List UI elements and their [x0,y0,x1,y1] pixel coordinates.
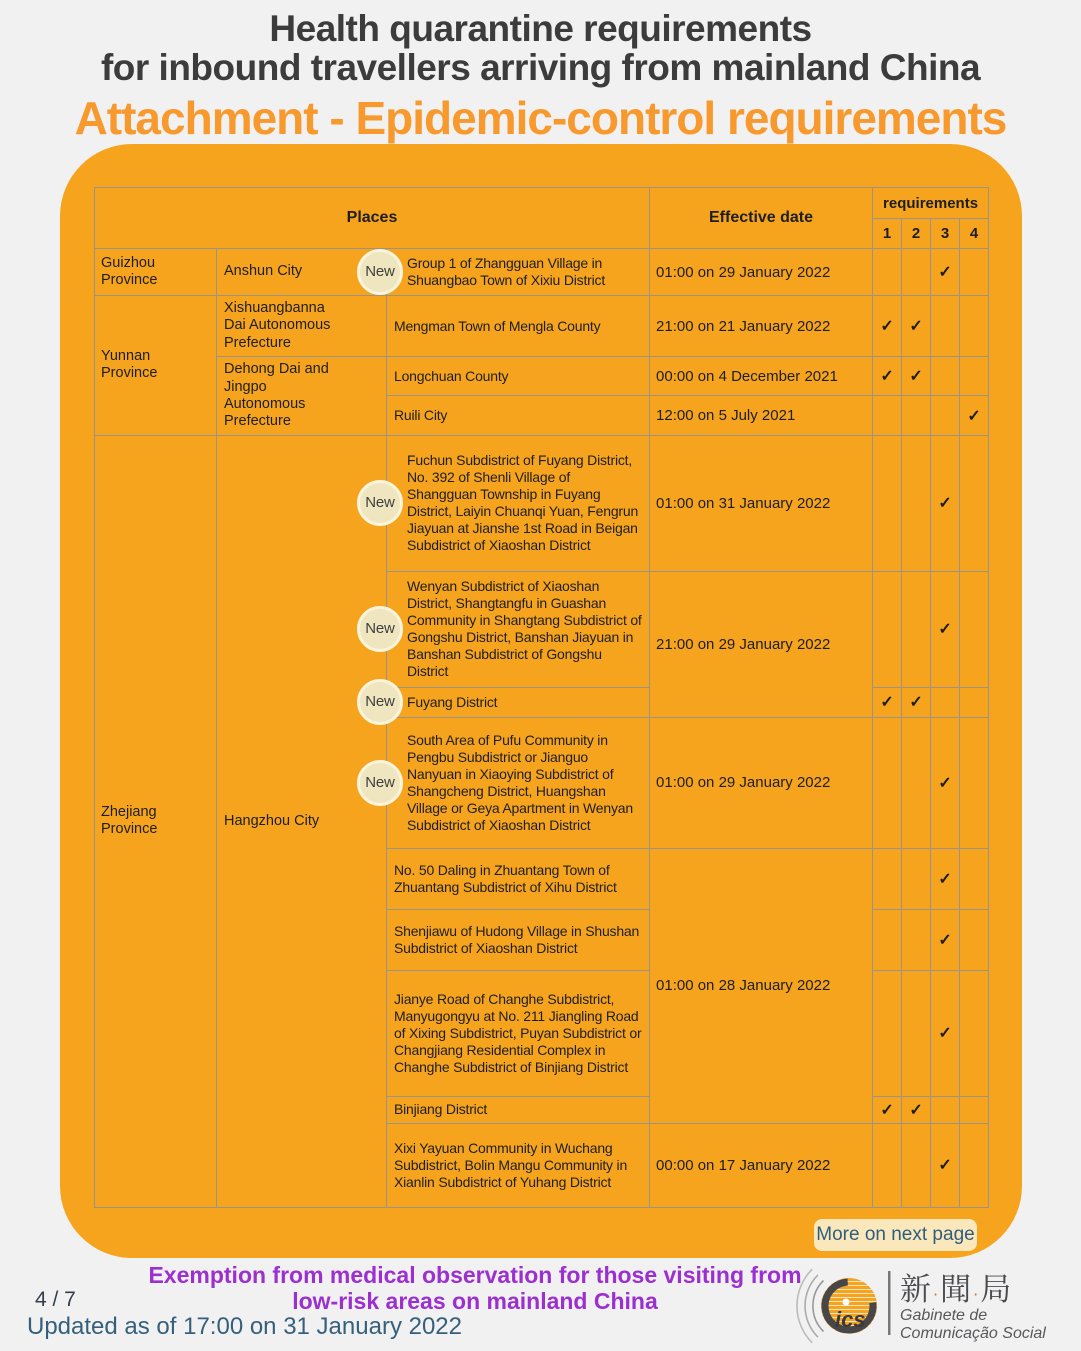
date-cell: 00:00 on 4 December 2021 [650,357,873,396]
req-check-cell: ✓ [960,396,989,435]
province-cell: Yunnan Province [95,296,217,436]
place-text: Fuchun Subdistrict of Fuyang District, No. 392 of Shenli Village of Shangguan Township in Fuyang District, Laiyin Chuanqi Yuan, Fengrun Jiayuan at Jianshe 1st Road in Beigan Subdistrict of Xiaoshan District [407,452,639,554]
place-cell: Ruili City [387,396,650,435]
req-check-cell: ✓ [931,909,960,970]
page-title [0,8,1081,144]
zh-char: 新 [900,1272,933,1308]
place-text: Group 1 of Zhangguan Village in Shuangbao Town of Xixiu District [407,255,606,288]
zh-char: 聞 [940,1272,974,1308]
new-badge: New [357,606,403,652]
req-check-cell: ✓ [931,249,960,296]
city-cell: Dehong Dai and Jingpo Autonomous Prefecture [217,357,387,436]
table-row [95,435,989,571]
req-check-cell [902,571,931,687]
gcs-disc-icon [821,1278,877,1334]
zh-dot: · [973,1285,981,1304]
place-text: Wenyan Subdistrict of Xiaoshan District, Shangtangfu in Guashan Community in Shangtang Subdistrict of Gongshu District, Banshan Jiayuan in Banshan Subdistrict of Gongshu District [407,578,642,680]
place-text: South Area of Pufu Community in Pengbu Subdistrict or Jianguo Nanyuan in Xiaoying Subdistrict of Shangcheng District, Huangshan Village or Geya Apartment in Wenyan Subdistrict of Xiaoshan District [407,731,633,833]
place-cell [365,249,650,296]
req-check-cell [960,717,989,848]
date-cell: 01:00 on 31 January 2022 [650,435,873,571]
req-check-cell [873,909,902,970]
req-check-cell [931,296,960,357]
req-check-cell [902,249,931,296]
page-number: 4 / 7 [35,1288,76,1311]
req-check-cell [902,848,931,909]
req-check-cell [960,296,989,357]
date-cell: 00:00 on 17 January 2022 [650,1123,873,1207]
exemption-line-1: Exemption from medical observation for those visiting from [148,1262,802,1288]
req-check-cell: ✓ [931,435,960,571]
col-header-requirements: requirements [873,188,989,219]
req-check-cell [960,687,989,717]
req-check-cell [931,1096,960,1123]
place-cell: No. 50 Daling in Zhuantang Town of Zhuantang Subdistrict of Xihu District [387,848,650,909]
logo-pt-line-2: Comunicação Social [900,1325,1046,1342]
req-check-cell [902,970,931,1096]
req-check-cell [960,357,989,396]
table-row [95,357,989,396]
requirements-table [94,187,989,1208]
col-header-places: Places [95,188,650,249]
place-cell [365,687,650,717]
req-check-cell [931,357,960,396]
req-check-cell [873,435,902,571]
city-cell: Hangzhou City [217,435,387,1207]
req-check-cell [960,970,989,1096]
zh-dot: · [933,1285,941,1304]
more-on-next-page-button[interactable]: More on next page [814,1219,977,1251]
new-badge: New [357,760,403,806]
new-badge: New [357,679,403,725]
place-cell: Mengman Town of Mengla County [387,296,650,357]
city-cell: Anshun City [217,249,387,296]
date-cell: 21:00 on 29 January 2022 [650,571,873,717]
req-check-cell: ✓ [931,1123,960,1207]
req-check-cell [902,1123,931,1207]
date-cell: 12:00 on 5 July 2021 [650,396,873,435]
req-check-cell [873,396,902,435]
req-check-cell [873,717,902,848]
req-check-cell [902,396,931,435]
table-row [95,249,989,296]
title-line-1: Health quarantine requirements [269,8,812,49]
place-text: Fuyang District [407,693,498,710]
req-check-cell: ✓ [902,1096,931,1123]
logo-divider [888,1271,891,1335]
req-check-cell [960,249,989,296]
date-cell: 01:00 on 29 January 2022 [650,249,873,296]
gcs-logo [788,1258,1078,1350]
table-row [95,296,989,357]
req-check-cell: ✓ [873,1096,902,1123]
updated-timestamp: Updated as of 17:00 on 31 January 2022 [27,1313,462,1340]
req-check-cell: ✓ [931,970,960,1096]
title-line-2: for inbound travellers arriving from mainland China [100,46,981,88]
req-check-cell [873,848,902,909]
place-cell [365,571,650,687]
table-header-row [95,188,989,219]
place-cell: Binjiang District [387,1096,650,1123]
logo-chinese-name [900,1272,1013,1308]
city-cell: Xishuangbanna Dai Autonomous Prefecture [217,296,387,357]
place-cell: Longchuan County [387,357,650,396]
signal-arcs-icon [797,1269,824,1343]
req-col-2: 2 [902,219,931,249]
place-cell: Jianye Road of Changhe Subdistrict, Manyugongyu at No. 211 Jiangling Road of Xixing Subdistrict, Puyan Subdistrict or Changjiang Residential Complex in Changhe Subdistrict of Binjiang District [387,970,650,1096]
ics-letters: ics [835,1307,866,1332]
exemption-note [135,1262,815,1314]
req-check-cell: ✓ [873,357,902,396]
req-check-cell [902,717,931,848]
req-check-cell: ✓ [873,296,902,357]
req-check-cell [931,396,960,435]
req-check-cell [960,848,989,909]
req-check-cell [931,687,960,717]
req-col-4: 4 [960,219,989,249]
zh-char: 局 [980,1272,1014,1308]
province-cell: Guizhou Province [95,249,217,296]
req-check-cell: ✓ [902,687,931,717]
req-check-cell: ✓ [902,357,931,396]
exemption-line-2: low-risk areas on mainland China [292,1288,658,1315]
req-check-cell [873,1123,902,1207]
req-check-cell [902,435,931,571]
req-col-1: 1 [873,219,902,249]
req-check-cell [960,1123,989,1207]
req-check-cell [960,909,989,970]
req-check-cell: ✓ [902,296,931,357]
req-check-cell: ✓ [873,687,902,717]
logo-pt-line-1: Gabinete de [900,1307,988,1324]
req-check-cell [960,1096,989,1123]
new-badge: New [357,249,403,295]
req-col-3: 3 [931,219,960,249]
place-cell: Xixi Yayuan Community in Wuchang Subdistrict, Bolin Mangu Community in Xianlin Subdistrict of Yuhang District [387,1123,650,1207]
req-check-cell [873,571,902,687]
place-cell [365,435,650,571]
req-check-cell [960,435,989,571]
date-cell: 01:00 on 28 January 2022 [650,848,873,1123]
new-badge: New [357,480,403,526]
place-cell: Shenjiawu of Hudong Village in Shushan Subdistrict of Xiaoshan District [387,909,650,970]
req-check-cell: ✓ [931,571,960,687]
req-check-cell: ✓ [931,848,960,909]
place-cell [365,717,650,848]
province-cell: Zhejiang Province [95,435,217,1207]
req-check-cell [902,909,931,970]
req-check-cell [873,249,902,296]
req-check-cell [873,970,902,1096]
date-cell: 01:00 on 29 January 2022 [650,717,873,848]
req-check-cell: ✓ [931,717,960,848]
date-cell: 21:00 on 21 January 2022 [650,296,873,357]
attachment-subtitle: Attachment - Epidemic-control requirements [74,91,1007,144]
col-header-effective-date: Effective date [650,188,873,249]
req-check-cell [960,571,989,687]
